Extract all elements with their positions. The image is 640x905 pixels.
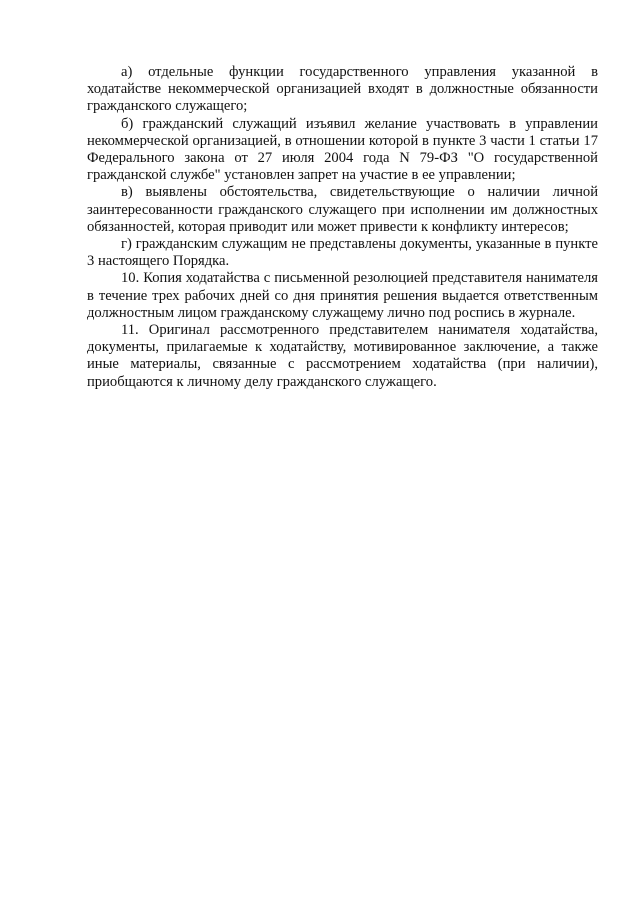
document-body [87, 64, 598, 391]
paragraph-clause-10: 10. Копия ходатайства с письменной резолюцией представителя нанимателя в течение трех рабочих дней со дня принятия решения выдается ответственным должностным лицом гражданскому служащему лично под роспись в журнале. [87, 270, 598, 321]
paragraph-item-v: в) выявлены обстоятельства, свидетельствующие о наличии личной заинтересованности гражданского служащего при исполнении им должностных обязанностей, которая приводит или может привести к конфликту интересов; [87, 184, 598, 235]
paragraph-item-b: б) гражданский служащий изъявил желание участвовать в управлении некоммерческой организацией, в отношении которой в пункте 3 части 1 статьи 17 Федерального закона от 27 июля 2004 года N 79-ФЗ "О государственной гражданской службе" установлен запрет на участие в ее управлении; [87, 115, 598, 184]
paragraph-clause-11: 11. Оригинал рассмотренного представителем нанимателя ходатайства, документы, прилагаемые к ходатайству, мотивированное заключение, а также иные материалы, связанные с рассмотрением ходатайства (при наличии), приобщаются к личному делу гражданского служащего. [87, 322, 598, 390]
paragraph-item-g: г) гражданским служащим не представлены документы, указанные в пункте 3 настоящего Порядка. [87, 236, 598, 270]
paragraph-item-a: а) отдельные функции государственного управления указанной в ходатайстве некоммерческой организацией входят в должностные обязанности гражданского служащего; [87, 64, 598, 115]
